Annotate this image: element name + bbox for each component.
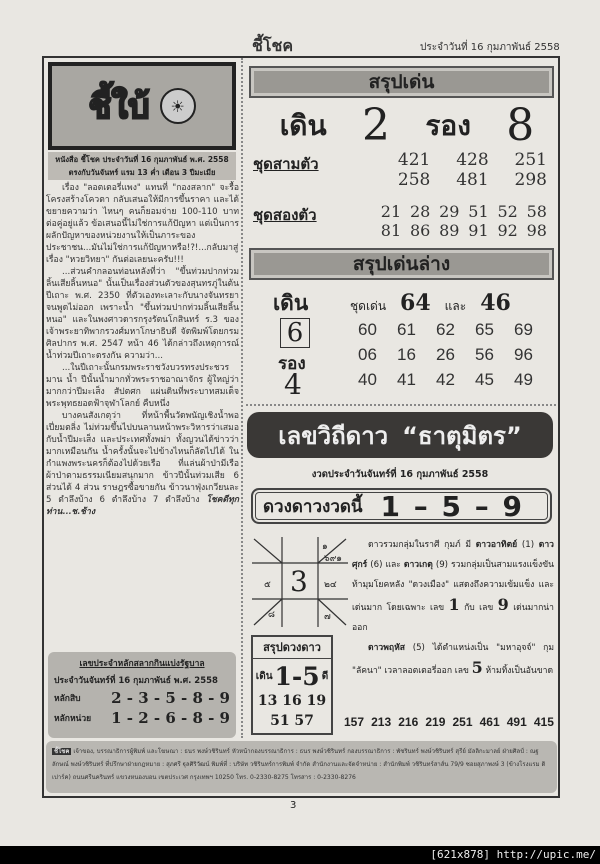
t: (1) bbox=[517, 540, 539, 550]
number: 91 bbox=[468, 221, 489, 240]
lucky-value: 1 – 5 – 9 bbox=[380, 489, 524, 523]
number: 58 bbox=[526, 202, 547, 221]
number: 258 bbox=[397, 170, 431, 190]
number: 56 bbox=[475, 345, 494, 364]
draw-date: งวดประจำวันจันทร์ที่ 16 กุมภาพันธ์ 2558 bbox=[311, 469, 489, 480]
number: 251 bbox=[452, 715, 473, 729]
sun-emblem-icon: ☀ bbox=[160, 88, 196, 124]
lower-number-grid bbox=[348, 320, 543, 390]
banner-subtitle: “ธาตุมิตร” bbox=[402, 421, 522, 450]
number: 251 bbox=[514, 150, 547, 170]
number: 69 bbox=[514, 320, 533, 339]
lower-second-digit: 4 bbox=[284, 368, 302, 401]
summary-title: สรุปดวงดาว bbox=[253, 637, 331, 659]
number: 157 bbox=[344, 715, 365, 729]
column-divider bbox=[241, 58, 243, 738]
lucky-label: ดวงดาวงวดนี้ bbox=[263, 496, 363, 517]
gov-box-date: ประจำวันจันทร์ที่ 16 กุมภาพันธ์ พ.ศ. 2558 bbox=[54, 676, 218, 686]
paragraph-text: บางคนสังเกตุว่า ที่หน้าพื้นวัดพนัญเชิงน้ำพอเปี่ยมตลิ่ง ไม่ท่วมขึ้นไปบนลานหน้าพระวิหารว่าเสมอกับน้ำปีมะเส็ง และประเทศทั้งพม่า ทั้งญวนได้ข่าวว่ามากเหมือนกัน น้ำครั้งนั้นจะไปข้างไหนก็ลัดไปได้ ในกำแพงพระนครก็ต้องไปด้วยเรือ ที่แล่นผ้าป่ามีเรือผ้าป่าตามธรรมเนียมสนุกมาก ข้าวปีนั้นท่วมเสีย 6 ส่วนได้ 4 ส่วน ราษฎรซื้อขายกัน ข้าวนาฟุ่งเกวียนละ 5 ตำลึงบ้าง 6 ตำลึงบ้าง 7 ตำลึงบ้าง bbox=[46, 411, 239, 505]
chart-house: ๒๔ bbox=[324, 580, 337, 590]
number: 98 bbox=[526, 221, 547, 240]
set-number: 46 bbox=[480, 290, 511, 316]
t: (6) และ bbox=[367, 560, 404, 570]
number: 06 bbox=[358, 345, 377, 364]
and-label: และ bbox=[444, 299, 467, 313]
run-digit: 2 bbox=[361, 100, 390, 151]
lower-second-label: รอง bbox=[278, 354, 306, 374]
number: 49 bbox=[514, 370, 533, 389]
t: กับ เลข bbox=[459, 603, 498, 613]
astro-paragraph bbox=[352, 535, 554, 638]
number: 298 bbox=[514, 170, 547, 190]
t: เด่นมากน่าออก bbox=[352, 603, 554, 633]
article-paragraph: ...ส่วนคำกลอนท่อนหลังที่ว่า "ขึ้นท่วมปากท่วมลิ้นเสียลิ้นหนอ" นั้นเป็นเรื่องส่วนตัวของสุนทรภู่ในต้นปีเถาะ พ.ศ. 2350 ที่ตัวเองทะเลาะกับนางจันทรยา จนพูดไม่ออก เพราะน้ำ "ขึ้นท่วมปากท่วมลิ้นเสียลิ้นหนอ" และในพงศาวดารกรุงรัตนโกสินทร์ ร.3 ของเจ้าพระยาทิพากรวงศ์มหาโกษาธิบดี จัดพิมพ์โดยกรมศิลปากร พ.ศ. 2547 หน้า 46 ได้กล่าวถึงเหตุการณ์น้ำท่วมปีเถาะตรงกัน ความว่า... bbox=[46, 267, 239, 361]
number: 42 bbox=[436, 370, 455, 389]
three-digit-grid bbox=[372, 150, 547, 190]
chart-house: ๑ bbox=[322, 542, 328, 552]
number: 89 bbox=[439, 221, 460, 240]
summary-row: 13 16 19 bbox=[257, 693, 327, 709]
star-path-banner bbox=[247, 412, 553, 458]
summary-row: 51 57 bbox=[270, 713, 314, 729]
number: 216 bbox=[398, 715, 419, 729]
number: 26 bbox=[436, 345, 455, 364]
number: 45 bbox=[475, 370, 494, 389]
gov-lottery-box bbox=[48, 652, 236, 738]
caption-line: ตรงกับวันจันทร์ แรม 13 ค่ำ เดือน 3 ปีมะเมีย bbox=[68, 168, 216, 177]
chart-house: ๕ bbox=[264, 580, 271, 590]
column-logo-word: ชี้ใบ้ bbox=[88, 87, 150, 127]
chart-house: ๗ bbox=[324, 612, 331, 622]
number: 81 bbox=[380, 221, 402, 240]
column-caption bbox=[48, 152, 236, 180]
t: ดาวศุกร์ bbox=[352, 540, 554, 570]
issue-date: ประจำวันที่ 16 กุมภาพันธ์ 2558 bbox=[420, 42, 560, 53]
article-paragraph: ...ในปีเถาะนั้นกรมพระราชวังบวรทรงประชวรมาน น้ำ ปีนั้นน้ำมากทั่วพระราชอาณาจักร ผู้ใหญ่ว่ามากกว่าปีมะเส็ง สัปตศก แผ่นดินที่พระบาทสมเด็จพระพุทธยอดฟ้าจุฬาโลกย์ คืบหนึ่ง bbox=[46, 363, 239, 409]
tens-digits: 2 - 3 - 5 - 8 - 9 bbox=[111, 689, 230, 707]
image-watermark: [621x878] http://upic.me/ bbox=[0, 846, 600, 864]
number: 41 bbox=[397, 370, 416, 389]
chart-center: 3 bbox=[290, 565, 308, 598]
summary-run-value: 1-5 bbox=[274, 662, 320, 691]
number: 415 bbox=[533, 715, 554, 729]
astro-paragraph bbox=[352, 638, 554, 681]
t: 9 bbox=[497, 595, 509, 614]
t: 1 bbox=[448, 595, 460, 614]
dotted-divider bbox=[246, 404, 556, 406]
two-digit-label: ชุดสองตัว bbox=[253, 206, 317, 224]
summary-good-label: ดี bbox=[321, 671, 329, 682]
number: 86 bbox=[409, 221, 431, 240]
t: ดาวพฤหัส bbox=[368, 643, 406, 653]
lucky-numbers-box bbox=[251, 488, 552, 524]
column-logo bbox=[48, 62, 236, 150]
chart-house: ๘ bbox=[268, 610, 275, 620]
chart-house: ๖๙๑ bbox=[324, 554, 343, 564]
set-label: ชุดเด่น bbox=[350, 299, 387, 313]
number: 29 bbox=[439, 202, 460, 221]
number: 51 bbox=[468, 202, 489, 221]
lower-summary-header: สรุปเด่นล่าง bbox=[249, 248, 554, 280]
t: (9) รวมกลุ่มเป็นสามแรงแข็งขัน ท้ามุมโยคหลัง "ดวงเมือง" แสดงถึงความเข้มแข็ง และ เด่นมาก โดยเฉพาะ เลข bbox=[352, 560, 554, 613]
number: 213 bbox=[371, 715, 392, 729]
number: 21 bbox=[380, 202, 402, 221]
units-digits: 1 - 2 - 6 - 8 - 9 bbox=[111, 709, 230, 727]
footer-credits: เจ้าของ, บรรณาธิการผู้พิมพ์ และโฆษณา : ธนร พงษ์วชิรินทร์ หัวหน้ากองบรรณาธิการ : ธนร พงษ์วชิรินทร์ กองบรรณาธิการ : พัชรินทร์ พงษ์วชิรินทร์ สุรีย์ มัลลิกะมาลย์ ฝ่ายศิลป์ : ณฐลักษณ์ พงษ์วชิรินทร์ ที่ปรึกษาฝ่ายกฎหมาย : สุภศรี ฐุลศิริวัฒน์ พิมพ์ที่ : บริษัท วชิรินทร์การพิมพ์ จำกัด สำนักงานและจัดจำหน่าย : สำนักพิมพ์ วชิรินทร์สาส์น 79/9 ซอยสุภาพงษ์ 3 (ข้างโรงแรม ดิเปาร์ค) ถนนศรีนครินทร์ แขวงหนองบอน เขตประเวศ กรุงเทพฯ 10250 โทร. 0-2330-8275 โทรสาร : 0-2330-8276 bbox=[52, 748, 546, 781]
page-number: 3 bbox=[290, 800, 297, 811]
number: 96 bbox=[514, 345, 533, 364]
number: 491 bbox=[506, 715, 527, 729]
gov-box-title: เลขประจำหลักสลากกินแบ่งรัฐบาล bbox=[79, 659, 205, 669]
second-digit: 8 bbox=[506, 100, 535, 151]
top-run-line bbox=[262, 100, 552, 151]
t: ดาวรวมกลุ่มในราศี กุมภ์ มี bbox=[368, 540, 476, 550]
run-label: เดิน bbox=[279, 108, 327, 142]
astrology-text bbox=[352, 535, 554, 681]
signature: โชคดีทุกท่าน...ช.ช้าง bbox=[46, 495, 239, 517]
number: 52 bbox=[497, 202, 518, 221]
lower-run-digit: 6 bbox=[280, 318, 310, 348]
lower-set-line bbox=[350, 290, 511, 316]
second-label: รอง bbox=[425, 108, 471, 142]
number: 421 bbox=[397, 150, 431, 170]
t: ห้ามทิ้งเป็นอันขาด bbox=[482, 666, 554, 676]
tens-label: หลักสิบ bbox=[54, 694, 81, 704]
caption-line: หนังสือ ชี้โชค ประจำวันที่ 16 กุมภาพันธ์ พ.ศ. 2558 bbox=[55, 155, 229, 164]
number: 28 bbox=[409, 202, 431, 221]
t: (5) ได้ตำแหน่งเป็น "มหาอุจจ์" กุม "ลัคนา" เวลาลอตเตอรี่ออก เลข bbox=[352, 643, 554, 676]
star-summary-box bbox=[251, 635, 333, 735]
number: 62 bbox=[436, 320, 455, 339]
lower-run-label: เดิน bbox=[273, 291, 309, 315]
t: ดาวอาทิตย์ bbox=[475, 540, 518, 550]
summary-run-label: เดิน bbox=[255, 671, 273, 682]
banner-title: เลขวิถีดาว bbox=[278, 421, 389, 450]
summary-run bbox=[253, 662, 331, 691]
three-digit-label: ชุดสามตัว bbox=[253, 155, 319, 173]
number: 40 bbox=[358, 370, 377, 389]
masthead-footer bbox=[46, 741, 557, 793]
number: 481 bbox=[456, 170, 489, 190]
number: 219 bbox=[425, 715, 446, 729]
set-number: 64 bbox=[400, 290, 431, 316]
number: 428 bbox=[456, 150, 489, 170]
t: 5 bbox=[471, 658, 483, 677]
number: 61 bbox=[397, 320, 416, 339]
units-label: หลักหน่วย bbox=[54, 714, 92, 724]
top-summary-header: สรุปเด่น bbox=[249, 66, 554, 98]
article-paragraph: เรื่อง "ลอตเตอรี่แพง" แทนที่ "กองสลาก" จะรื้อโครงสร้างโควตา กลับเสนอให้มีการขึ้นราคา และได้ขยายความว่า ไหนๆ คนก็ยอมจ่าย 100-110 บาทต่อคู่อยู่แล้ว ข้อเสนอนี้ไม่ใช่การแก้ปัญหา แต่เป็นการผลักปัญหาของหน่วยงานให้เป็นภาระของประชาชน...มันไม่ใช่การแก้ปัญหาหรือ!?!...กลับมาสู่เรื่อง "หวยวิทยา" กันต่อเลยนะครับ!!! bbox=[46, 183, 239, 265]
number: 60 bbox=[358, 320, 377, 339]
newspaper-logo: ชี้โชค bbox=[252, 36, 294, 55]
star-numbers-row bbox=[344, 715, 554, 729]
number: 92 bbox=[497, 221, 518, 240]
t: ดาวเกตุ bbox=[403, 560, 433, 570]
number: 16 bbox=[397, 345, 416, 364]
footer-logo: ชี้โชค bbox=[54, 748, 70, 755]
article-body bbox=[46, 182, 239, 518]
number: 461 bbox=[479, 715, 500, 729]
horoscope-chart bbox=[252, 537, 348, 627]
number: 65 bbox=[475, 320, 494, 339]
article-paragraph bbox=[46, 410, 239, 518]
two-digit-grid bbox=[372, 202, 547, 240]
